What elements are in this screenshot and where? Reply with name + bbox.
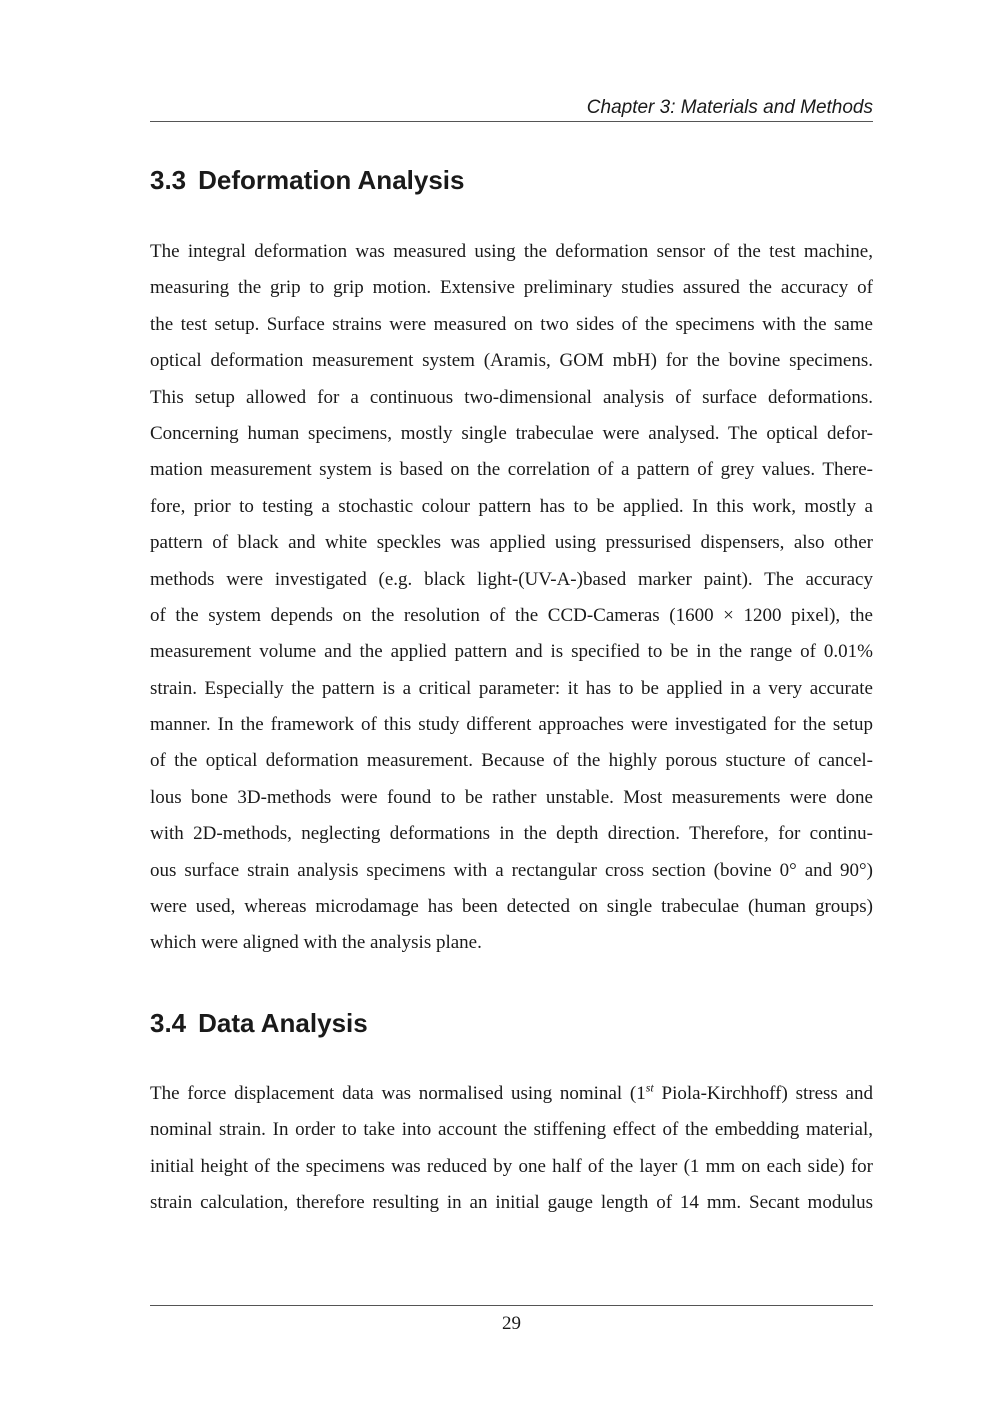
text-line: the test setup. Surface strains were measured on two sides of the specimens with the same bbox=[150, 313, 873, 335]
section-heading-3-4 bbox=[150, 1006, 368, 1040]
running-head: Chapter 3: Materials and Methods bbox=[586, 97, 873, 118]
text-line: lous bone 3D-methods were found to be rather unstable. Most measurements were done bbox=[150, 786, 873, 808]
page-number: 29 bbox=[502, 1313, 521, 1334]
text-line: Concerning human specimens, mostly single trabeculae were analysed. The optical defor- bbox=[150, 422, 873, 444]
text-line: fore, prior to testing a stochastic colour pattern has to be applied. In this work, mostly a bbox=[150, 495, 873, 517]
text-line: initial height of the specimens was reduced by one half of the layer (1 mm on each side) for bbox=[150, 1155, 873, 1177]
section-number: 3.4 bbox=[150, 1008, 187, 1038]
text-line: measuring the grip to grip motion. Extensive preliminary studies assured the accuracy of bbox=[150, 277, 873, 299]
section-number: 3.3 bbox=[150, 165, 187, 195]
paragraph-data-analysis bbox=[150, 1076, 873, 1222]
superscript: st bbox=[645, 1080, 654, 1095]
text-line: ous surface strain analysis specimens with a rectangular cross section (bovine 0° and 90°) bbox=[150, 859, 873, 881]
paragraph-deformation-analysis bbox=[150, 234, 873, 962]
header-rule bbox=[150, 121, 873, 122]
text-line: pattern of black and white speckles was applied using pressurised dispensers, also other bbox=[150, 532, 873, 554]
text-fragment: Piola-Kirchhoff) stress and bbox=[653, 1083, 873, 1104]
page bbox=[150, 0, 873, 1414]
text-line: measurement volume and the applied pattern and is specified to be in the range of 0.01% bbox=[150, 641, 873, 663]
text-line: manner. In the framework of this study different approaches were investigated for the setup bbox=[150, 714, 873, 736]
text-line: were used, whereas microdamage has been detected on single trabeculae (human groups) bbox=[150, 896, 873, 918]
footer-rule bbox=[150, 1305, 873, 1306]
text-line: of the system depends on the resolution of the CCD-Cameras (1600 × 1200 pixel), the bbox=[150, 604, 873, 626]
text-line: methods were investigated (e.g. black light-(UV-A-)based marker paint). The accuracy bbox=[150, 568, 873, 590]
section-title: Data Analysis bbox=[198, 1008, 368, 1038]
text-line: mation measurement system is based on the correlation of a pattern of grey values. There- bbox=[150, 459, 873, 481]
text-line: strain. Especially the pattern is a critical parameter: it has to be applied in a very accurate bbox=[150, 677, 873, 699]
text-line: optical deformation measurement system (Aramis, GOM mbH) for the bovine specimens. bbox=[150, 350, 873, 372]
text-line bbox=[150, 1076, 873, 1112]
text-line: of the optical deformation measurement. Because of the highly porous stucture of cancel- bbox=[150, 750, 873, 772]
text-line: with 2D-methods, neglecting deformations in the depth direction. Therefore, for continu- bbox=[150, 823, 873, 845]
section-heading-3-3 bbox=[150, 163, 464, 197]
text-line: which were aligned with the analysis plane. bbox=[150, 932, 482, 954]
text-line: This setup allowed for a continuous two-dimensional analysis of surface deformations. bbox=[150, 386, 873, 408]
text-line: nominal strain. In order to take into account the stiffening effect of the embedding material, bbox=[150, 1119, 873, 1141]
text-line: The integral deformation was measured using the deformation sensor of the test machine, bbox=[150, 241, 873, 262]
text-fragment: The force displacement data was normalised using nominal (1 bbox=[150, 1083, 646, 1104]
section-title: Deformation Analysis bbox=[198, 165, 465, 195]
text-line: strain calculation, therefore resulting in an initial gauge length of 14 mm. Secant modulus bbox=[150, 1192, 873, 1214]
